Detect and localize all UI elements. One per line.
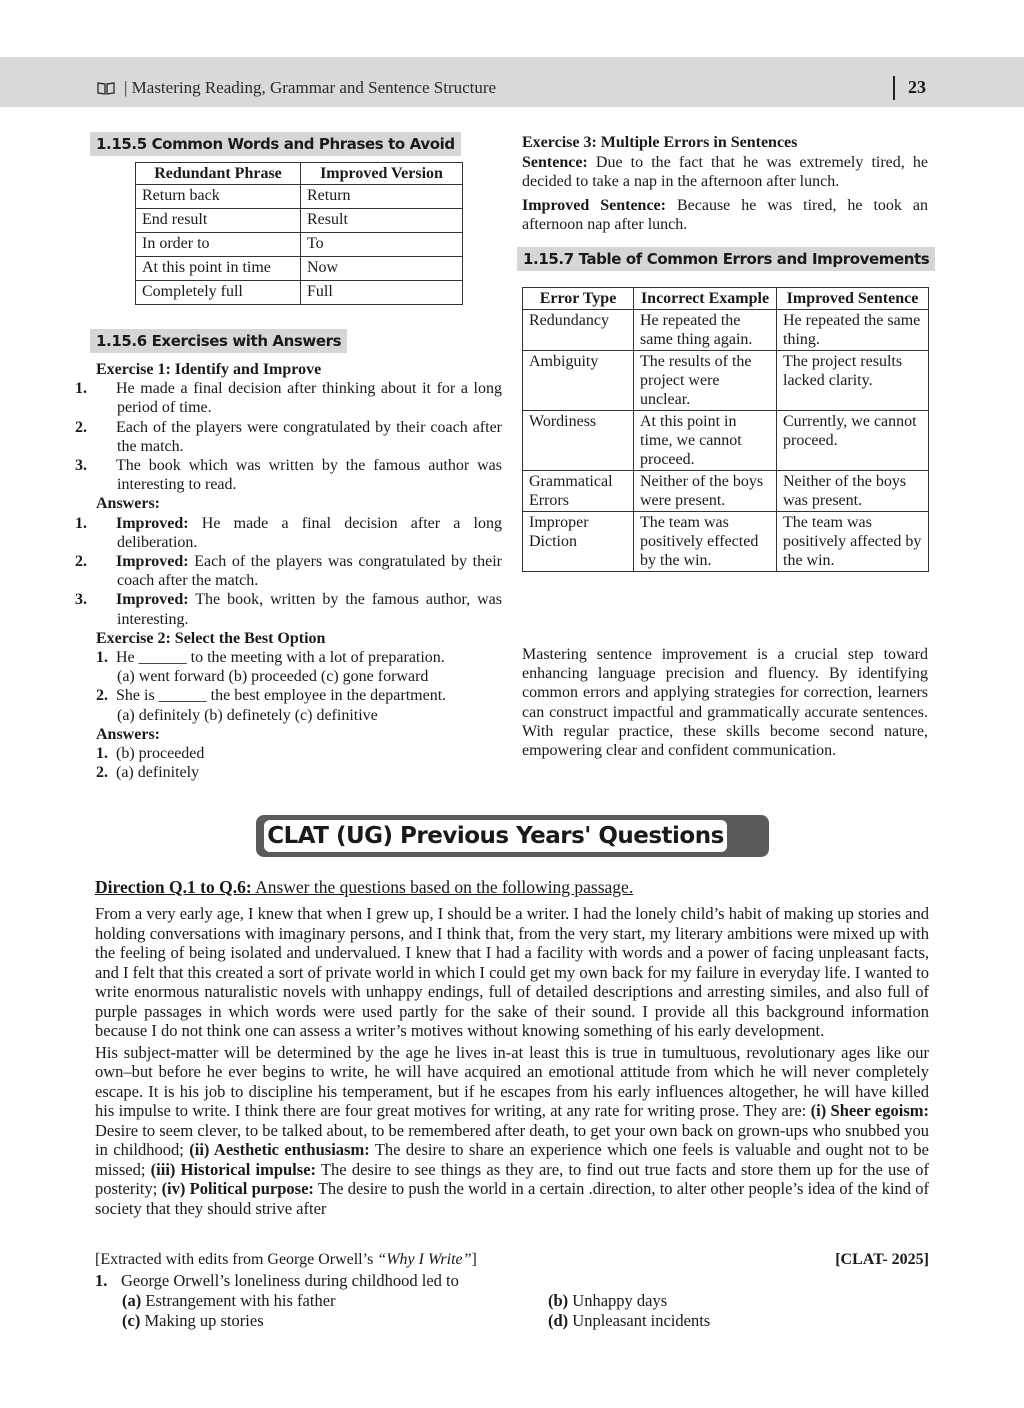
table-cell: He repeated the same thing. — [777, 310, 929, 351]
list-item: 1. He made a final decision after thinking about it for a long period of time. — [75, 380, 502, 417]
table-cell: The team was positively affected by the win. — [777, 512, 929, 572]
running-title: | Mastering Reading, Grammar and Sentence Structure — [124, 78, 497, 97]
table-row — [136, 257, 463, 281]
table-cell: To — [301, 233, 463, 257]
redundant-phrase-table — [135, 162, 463, 305]
option-line: (a) definitely (b) definetely (c) definitive — [117, 706, 378, 724]
table-cell: Now — [301, 257, 463, 281]
column-header: Error Type — [523, 288, 634, 310]
table-cell: At this point in time, we cannot proceed. — [634, 411, 777, 471]
table-cell: The project results lacked clarity. — [777, 351, 929, 411]
summary-paragraph: Mastering sentence improvement is a crucial step toward enhancing language precision and fluency. By identifying common errors and applying strategies for correction, learners can construct impactful and grammatically accurate sentences. With regular practice, these skills become second nature, empowering clear and confident communication. — [522, 646, 928, 760]
improved-sentence-text: Improved Sentence: Because he was tired, he took an afternoon nap after lunch. — [522, 196, 928, 233]
citation: [Extracted with edits from George Orwell’s “Why I Write”] [CLAT- 2025] — [95, 1251, 929, 1268]
table-cell: Return — [301, 185, 463, 209]
table-row — [523, 411, 929, 471]
column-header: Improved Sentence — [777, 288, 929, 310]
list-item: 1. He ______ to the meeting with a lot of preparation. — [96, 649, 445, 667]
table-cell: End result — [136, 209, 301, 233]
table-cell: Ambiguity — [523, 351, 634, 411]
section-heading-errors-table: 1.15.7 Table of Common Errors and Improvements — [517, 247, 935, 271]
section-heading-common-words: 1.15.5 Common Words and Phrases to Avoid — [90, 132, 461, 156]
list-item: 1. (b) proceeded — [96, 745, 205, 763]
table-cell: Neither of the boys was present. — [777, 471, 929, 512]
exam-year-tag: [CLAT- 2025] — [835, 1251, 929, 1268]
direction-heading: Direction Q.1 to Q.6: Answer the questions based on the following passage. — [95, 877, 634, 897]
page-header — [0, 57, 1024, 107]
table-row — [523, 351, 929, 411]
option-c[interactable]: (c) Making up stories — [122, 1311, 264, 1330]
errors-table — [522, 287, 929, 572]
exercise-3-title: Exercise 3: Multiple Errors in Sentences — [522, 134, 798, 151]
table-cell: Grammatical Errors — [523, 471, 634, 512]
table-cell: In order to — [136, 233, 301, 257]
table-cell: The results of the project were unclear. — [634, 351, 777, 411]
exercise-1-title: Exercise 1: Identify and Improve — [96, 361, 322, 378]
clat-banner — [256, 815, 769, 857]
passage — [95, 904, 929, 1218]
table-row — [523, 512, 929, 572]
option-b[interactable]: (b) Unhappy days — [548, 1291, 668, 1310]
table-cell: Redundancy — [523, 310, 634, 351]
question-1: 1. George Orwell’s loneliness during childhood led to — [95, 1271, 459, 1290]
table-cell: At this point in time — [136, 257, 301, 281]
list-item: 2. Each of the players were congratulated by their coach after the match. — [75, 418, 502, 455]
table-header-row — [523, 288, 929, 310]
sentence-text: Sentence: Due to the fact that he was extremely tired, he decided to take a nap in the afternoon after lunch. — [522, 154, 928, 191]
open-book-icon — [97, 81, 115, 95]
list-item: 3. Improved: The book, written by the famous author, was interesting. — [75, 591, 502, 628]
table-row — [136, 281, 463, 305]
answers-label: Answers: — [96, 495, 160, 513]
banner-title: CLAT (UG) Previous Years' Questions — [264, 820, 727, 852]
table-cell: Full — [301, 281, 463, 305]
table-row — [523, 471, 929, 512]
list-item: 2. Improved: Each of the players was congratulated by their coach after the match. — [75, 553, 502, 590]
list-item: 2. (a) definitely — [96, 764, 200, 782]
section-heading-exercises: 1.15.6 Exercises with Answers — [90, 329, 347, 353]
option-a[interactable]: (a) Estrangement with his father — [122, 1291, 336, 1310]
table-cell: Neither of the boys were present. — [634, 471, 777, 512]
column-header: Incorrect Example — [634, 288, 777, 310]
column-header: Redundant Phrase — [136, 163, 301, 185]
column-header: Improved Version — [301, 163, 463, 185]
table-header-row — [136, 163, 463, 185]
table-cell: Improper Diction — [523, 512, 634, 572]
list-item: 1. Improved: He made a final decision after a long deliberation. — [75, 514, 502, 551]
table-cell: Return back — [136, 185, 301, 209]
exercises-column — [75, 360, 502, 782]
list-item: 2. She is ______ the best employee in the department. — [96, 687, 447, 705]
option-line: (a) went forward (b) proceeded (c) gone forward — [117, 668, 429, 686]
table-row — [523, 310, 929, 351]
exercise-2-title: Exercise 2: Select the Best Option — [96, 629, 326, 647]
table-row — [136, 209, 463, 233]
table-cell: Completely full — [136, 281, 301, 305]
table-cell: He repeated the same thing again. — [634, 310, 777, 351]
option-d[interactable]: (d) Unpleasant incidents — [548, 1311, 711, 1330]
page-divider — [893, 76, 895, 100]
passage-paragraph: His subject-matter will be determined by the age he lives in-at least this is true in tumultuous, revolutionary ages like our own–but before he ever begins to write, he will have acquired an emotional attitude from which he will never completely escape. It is his job to discipline his temperament, but if he escapes from his early influences altogether, he will have killed his impulse to write. I think there are four great motives for writing, at any rate for writing prose. They are: (i) Sheer egoism: Desire to seem clever, to be talked about, to be remembered after death, to get your own back on grown-ups who snubbed you in childhood; (ii) Aesthetic enthusiasm: The desire to share an experience which one feels is valuable and ought not to be missed; (iii) Historical impulse: The desire to see things as they are, to find out true facts and store them up for the use of posterity; (iv) Political purpose: The desire to push the world in a certain .direction, to alter other people’s idea of the kind of society that they should strive after — [95, 1042, 930, 1218]
exercise-3-block — [522, 133, 928, 234]
list-item: 3. The book which was written by the famous author was interesting to read. — [75, 457, 502, 494]
passage-paragraph: From a very early age, I knew that when I grew up, I should be a writer. I had the lonely child’s habit of making up stories and holding conversations with imaginary persons, and I think that, from the very start, my literary ambitions were mixed up with the feeling of being isolated and undervalued. I knew that I had a facility with words and a power of facing unpleasant facts, and I felt that this created a sort of private world in which I could get my own back for my failure in everyday life. I wanted to write enormous naturalistic novels with unhappy endings, full of detailed descriptions and arresting similes, and also full of purple passages in which words were used partly for the sake of their sound. I provide all this background information because I do not think one can assess a writer’s motives without knowing something of his early development. — [95, 904, 929, 1040]
answers-label: Answers: — [96, 725, 160, 743]
table-row — [136, 185, 463, 209]
table-cell: Currently, we cannot proceed. — [777, 411, 929, 471]
table-cell: Result — [301, 209, 463, 233]
table-cell: The team was positively effected by the win. — [634, 512, 777, 572]
table-row — [136, 233, 463, 257]
table-cell: Wordiness — [523, 411, 634, 471]
page-number: 23 — [908, 77, 926, 97]
